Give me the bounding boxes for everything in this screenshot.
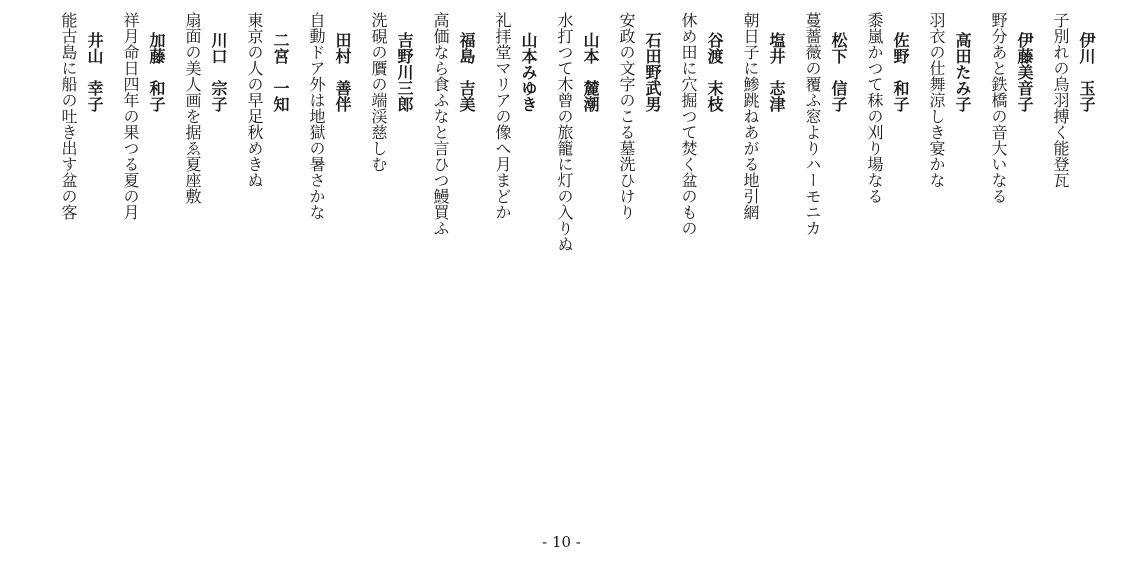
haiku-entry	[911, 12, 973, 512]
haiku-text: 朝日子に鯵跳ねあがる地引網	[741, 12, 760, 220]
haiku-author: 谷渡 末枝	[705, 32, 724, 112]
haiku-entry	[105, 12, 167, 512]
haiku-author: 加藤 和子	[147, 32, 166, 112]
haiku-entry	[663, 12, 725, 512]
haiku-entry	[601, 12, 663, 512]
haiku-author: 山本 麓潮	[581, 32, 600, 112]
haiku-author: 二宮 一知	[271, 32, 290, 112]
haiku-text: 蔓薔薇の覆ふ窓よりハーモニカ	[803, 12, 822, 236]
haiku-entry	[539, 12, 601, 512]
haiku-text: 子別れの烏羽搏く能登瓦	[1051, 12, 1070, 188]
haiku-entry	[415, 12, 477, 512]
haiku-entry	[725, 12, 787, 512]
haiku-entry	[43, 12, 105, 512]
haiku-text: 休め田に穴掘つて焚く盆のもの	[679, 12, 698, 236]
haiku-entry	[291, 12, 353, 512]
haiku-author: 福島 吉美	[457, 32, 476, 112]
haiku-entry	[477, 12, 539, 512]
haiku-text: 礼拝堂マリアの像へ月まどか	[493, 12, 512, 220]
haiku-entry	[229, 12, 291, 512]
haiku-author: 松下 信子	[829, 32, 848, 112]
haiku-text: 東京の人の早足秋めきぬ	[245, 12, 264, 188]
haiku-text: 安政の文字のこる墓洗ひけり	[617, 12, 636, 220]
haiku-author: 塩井 志津	[767, 32, 786, 112]
haiku-entry	[353, 12, 415, 512]
haiku-author: 吉野川三郎	[395, 32, 414, 112]
haiku-author: 田村 善伴	[333, 32, 352, 112]
haiku-author: 川口 宗子	[209, 32, 228, 112]
haiku-entry	[973, 12, 1035, 512]
page-number: - 10 -	[542, 533, 581, 551]
haiku-entry	[849, 12, 911, 512]
haiku-entry	[787, 12, 849, 512]
haiku-text: 洗硯の贋の端渓慈しむ	[369, 12, 388, 172]
haiku-text: 祥月命日四年の果つる夏の月	[121, 12, 140, 220]
haiku-entry	[167, 12, 229, 512]
haiku-entry	[1035, 12, 1097, 512]
haiku-text: 黍嵐かつて秣の刈り場なる	[865, 12, 884, 204]
haiku-author: 山本みゆき	[519, 32, 538, 112]
haiku-text: 自動ドア外は地獄の暑さかな	[307, 12, 326, 220]
haiku-text: 能古島に船の吐き出す盆の客	[59, 12, 78, 220]
haiku-author: 井山 幸子	[85, 32, 104, 112]
haiku-author: 伊藤美音子	[1015, 32, 1034, 112]
haiku-list	[43, 12, 1097, 512]
haiku-text: 羽衣の仕舞涼しき宴かな	[927, 12, 946, 188]
haiku-author: 佐野 和子	[891, 32, 910, 112]
haiku-author: 石田野武男	[643, 32, 662, 112]
haiku-author: 高田たみ子	[953, 32, 972, 112]
haiku-text: 水打つて木曾の旅籠に灯の入りぬ	[555, 12, 574, 252]
haiku-text: 扇面の美人画を据ゑ夏座敷	[183, 12, 202, 204]
haiku-text: 高価なら食ふなと言ひつ鰻買ふ	[431, 12, 450, 236]
haiku-author: 伊川 玉子	[1077, 32, 1096, 112]
haiku-text: 野分あと鉄橋の音大いなる	[989, 12, 1008, 204]
